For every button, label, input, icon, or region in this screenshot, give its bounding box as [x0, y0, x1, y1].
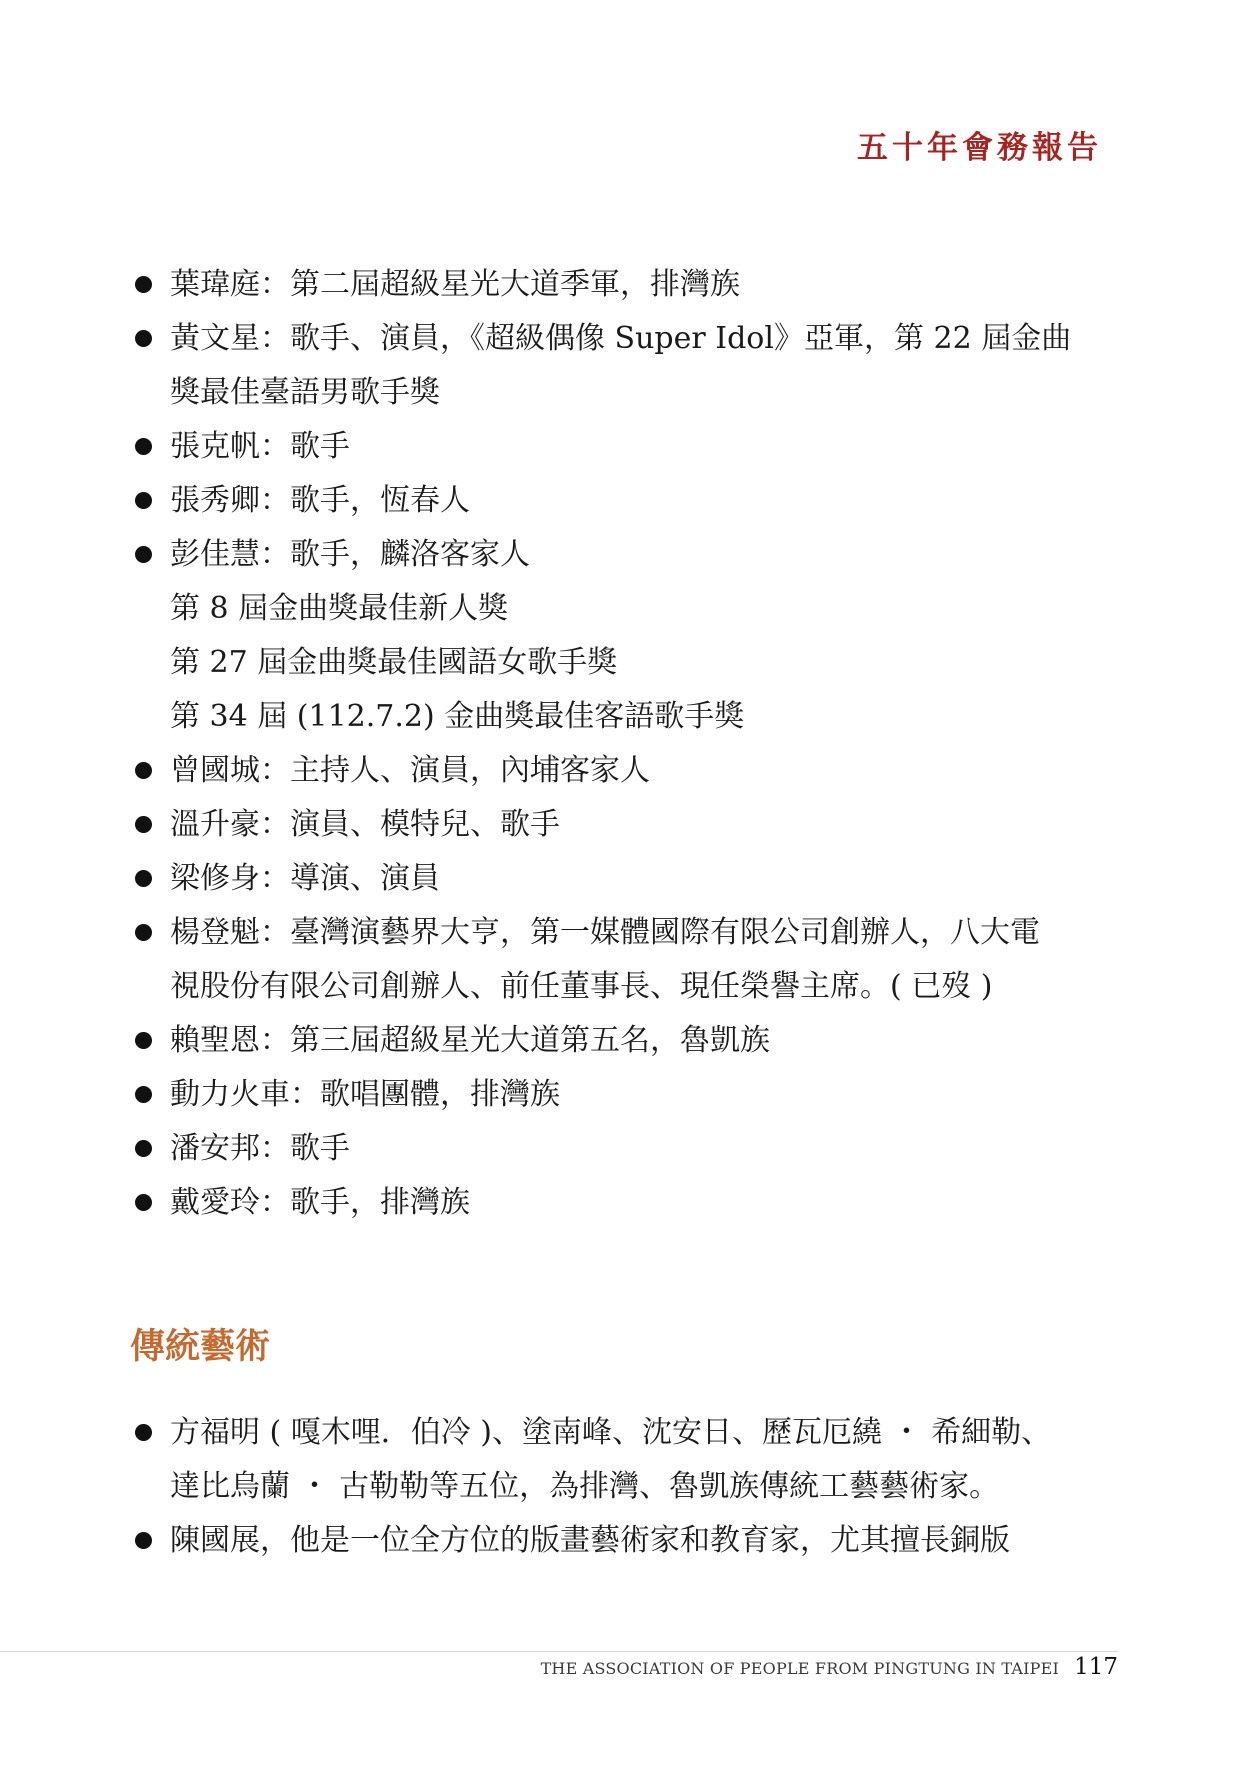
- list-item-text: 第 27 屆金曲獎最佳國語女歌手獎: [170, 645, 618, 680]
- bullet-icon: [135, 924, 152, 941]
- bullet-icon: [135, 816, 152, 833]
- bullet-icon: [135, 546, 152, 563]
- list-item-text: 黃文星：歌手、演員，《超級偶像 Super Idol》亞軍，第 22 屆金曲: [170, 321, 1072, 356]
- bullet-icon: [135, 1140, 152, 1157]
- list-item-text: 視股份有限公司創辦人、前任董事長、現任榮譽主席。( 已歿 ): [170, 969, 993, 1004]
- footer-association-name: THE ASSOCIATION OF PEOPLE FROM PINGTUNG IN TAIPEI: [540, 1659, 1059, 1678]
- bullet-icon: [135, 1086, 152, 1103]
- list-item-text: 動力火車：歌唱團體，排灣族: [170, 1077, 560, 1112]
- bullet-icon: [135, 1032, 152, 1049]
- list-item: [130, 798, 1130, 852]
- list-item-text: 梁修身：導演、演員: [170, 861, 440, 896]
- list-item-subline: [130, 582, 1130, 636]
- list-item-subline: [130, 636, 1130, 690]
- list-item-text: 賴聖恩：第三屆超級星光大道第五名，魯凱族: [170, 1023, 770, 1058]
- bullet-icon: [135, 492, 152, 509]
- bullet-icon: [135, 1424, 152, 1441]
- page-header-title: 五十年會務報告: [857, 130, 1102, 166]
- bullet-icon: [135, 276, 152, 293]
- list-item: [130, 1068, 1130, 1122]
- list-item-text: 達比烏蘭 ・ 古勒勒等五位，為排灣、魯凱族傳統工藝藝術家。: [170, 1469, 1000, 1504]
- list-item-text: 楊登魁：臺灣演藝界大亨，第一媒體國際有限公司創辦人，八大電: [170, 915, 1040, 950]
- list-item-text: 獎最佳臺語男歌手獎: [170, 375, 440, 410]
- performers-list: [130, 258, 1130, 1230]
- list-item: [130, 906, 1130, 1014]
- footer-divider: [0, 1651, 1118, 1652]
- list-item: [130, 1014, 1130, 1068]
- list-item: [130, 1514, 1130, 1568]
- list-item: [130, 1122, 1130, 1176]
- main-content: [130, 258, 1130, 1568]
- list-item-text: 第 8 屆金曲獎最佳新人獎: [170, 591, 509, 626]
- bullet-icon: [135, 330, 152, 347]
- list-item-text: 葉瑋庭：第二屆超級星光大道季軍，排灣族: [170, 267, 740, 302]
- traditional-arts-list: [130, 1406, 1130, 1568]
- list-item: [130, 420, 1130, 474]
- list-item-text: 陳國展，他是一位全方位的版畫藝術家和教育家，尤其擅長銅版: [170, 1523, 1010, 1558]
- list-item-text: 曾國城：主持人、演員，內埔客家人: [170, 753, 650, 788]
- list-item: [130, 258, 1130, 312]
- list-item-text: 張克帆：歌手: [170, 429, 350, 464]
- list-item-text: 張秀卿：歌手，恆春人: [170, 483, 470, 518]
- page-footer: [541, 1654, 1118, 1680]
- list-item-text: 彭佳慧：歌手，麟洛客家人: [170, 537, 530, 572]
- list-item-text: 方福明 ( 嘎木哩．伯冷 )、塗南峰、沈安日、歷瓦厄繞 ・ 希細勒、: [170, 1415, 1052, 1450]
- page-number: 117: [1074, 1654, 1118, 1680]
- list-item: [130, 312, 1130, 420]
- list-item-text: 戴愛玲：歌手，排灣族: [170, 1185, 470, 1220]
- bullet-icon: [135, 438, 152, 455]
- list-item: [130, 474, 1130, 528]
- list-item: [130, 528, 1130, 582]
- bullet-icon: [135, 1194, 152, 1211]
- list-item: [130, 1176, 1130, 1230]
- list-item: [130, 1406, 1130, 1514]
- list-item-subline: [130, 690, 1130, 744]
- traditional-arts-heading: 傳統藝術: [130, 1327, 271, 1367]
- bullet-icon: [135, 1532, 152, 1549]
- list-item: [130, 744, 1130, 798]
- list-item-text: 潘安邦：歌手: [170, 1131, 350, 1166]
- bullet-icon: [135, 870, 152, 887]
- list-item: [130, 852, 1130, 906]
- bullet-icon: [135, 762, 152, 779]
- list-item-text: 第 34 屆 (112.7.2) 金曲獎最佳客語歌手獎: [170, 699, 745, 734]
- list-item-text: 溫升豪：演員、模特兒、歌手: [170, 807, 560, 842]
